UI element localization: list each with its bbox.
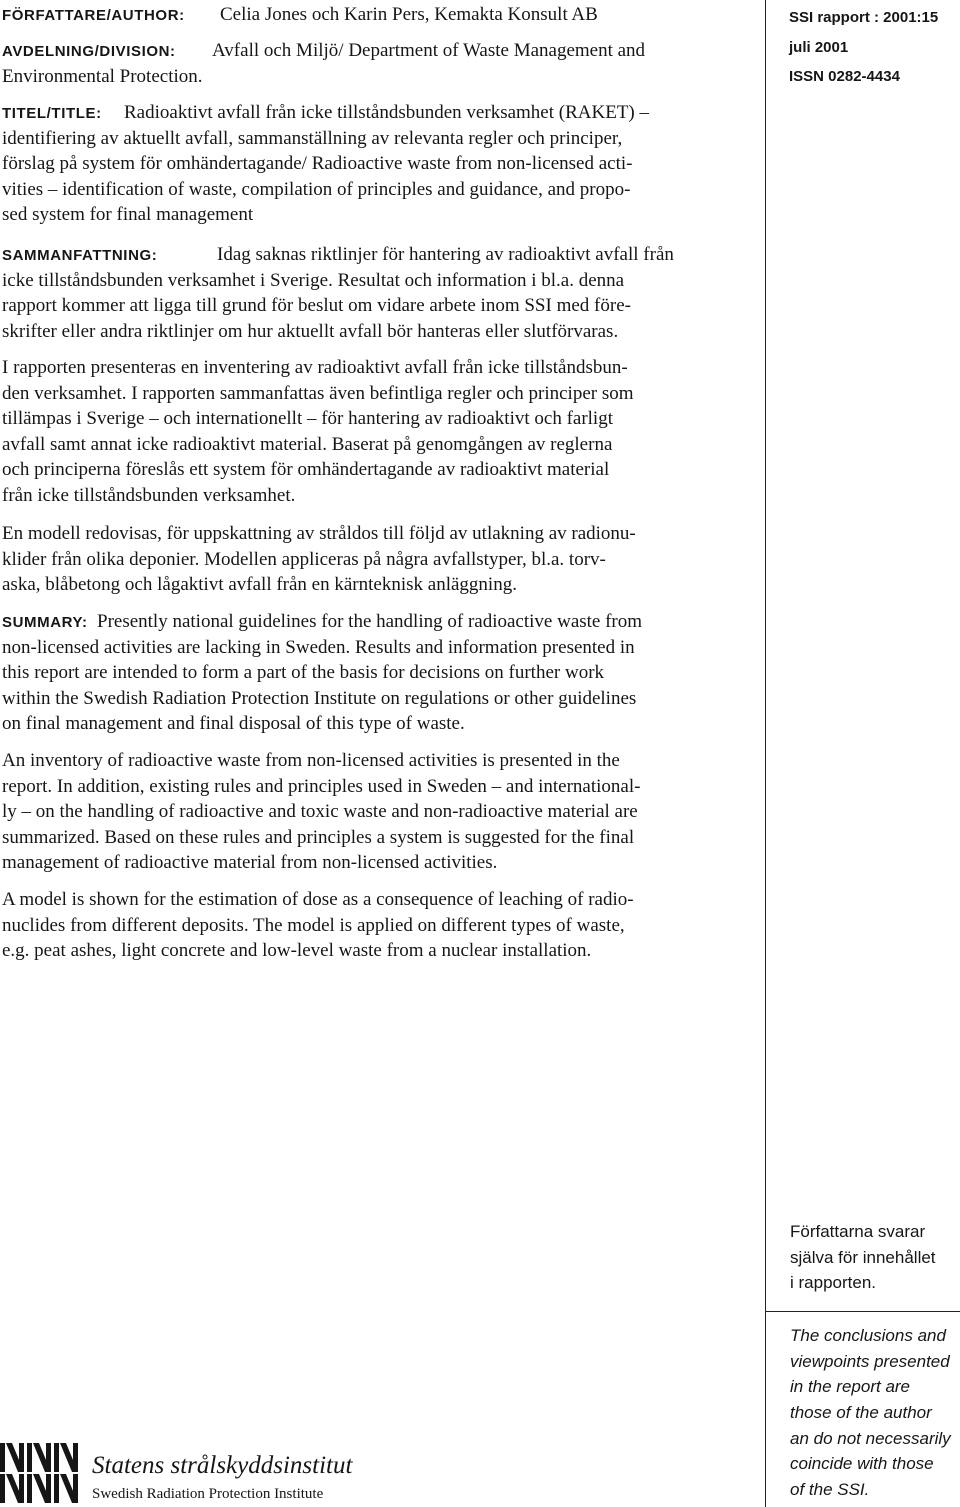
author-label: FÖRFATTARE/AUTHOR: — [2, 7, 185, 24]
text-line: förslag på system för omhändertagande/ Radioactive waste from non-licensed acti- — [2, 153, 633, 175]
text-line: En modell redovisas, för uppskattning av stråldos till följd av utlakning av radionu- — [2, 523, 636, 544]
logo-name-english: Swedish Radiation Protection Institute — [92, 1486, 324, 1502]
text-line: e.g. peat ashes, light concrete and low-level waste from a nuclear installation. — [2, 940, 592, 962]
disclaimer-sv — [790, 1219, 958, 1296]
text-line: sed system for final management — [2, 204, 254, 226]
text-line: this report are intended to form a part of the basis for decisions on further work — [2, 662, 605, 684]
text-line: on final management and final disposal of this type of waste. — [2, 713, 465, 735]
text-line — [2, 100, 742, 126]
disclaimer-line: i rapporten. — [790, 1273, 876, 1293]
summary-en-label: SUMMARY: — [2, 614, 88, 631]
text-line: within the Swedish Radiation Protection Institute on regulations or other guidelines — [2, 687, 637, 709]
text-line: aska, blåbetong och lågaktivt avfall från en kärnteknisk anläggning. — [2, 574, 517, 596]
disclaimer-line: in the report are — [790, 1377, 911, 1397]
division-value: Avfall och Miljö/ Department of Waste Management and — [212, 40, 646, 61]
disclaimer-line: Författarna svarar — [790, 1222, 926, 1241]
disclaimer-line: those of the author — [790, 1403, 932, 1423]
text-line: summarized. Based on these rules and principles a system is suggested for the final — [2, 826, 635, 848]
text-line: identifiering av aktuellt avfall, sammanställning av relevanta regler och principer, — [2, 127, 623, 149]
text-line: I rapporten presenteras en inventering av radioaktivt avfall från icke tillståndsbun- — [2, 357, 628, 378]
text-line: icke tillståndsbunden verksamhet i Sverige. Resultat och information i bl.a. denna — [2, 269, 625, 291]
author-block — [2, 2, 742, 28]
disclaimer-line: själva för innehållet — [790, 1247, 936, 1267]
text-line — [2, 242, 742, 268]
disclaimer-line: an do not necessarily — [790, 1428, 951, 1448]
text-line: skrifter eller andra riktlinjer om hur aktuellt avfall bör hanteras eller slutförvaras. — [2, 320, 619, 342]
line-text: Radioaktivt avfall från icke tillståndsbunden verksamhet (RAKET) – — [124, 102, 649, 123]
column-divider — [765, 0, 766, 1507]
text-line — [2, 609, 742, 635]
text-line: An inventory of radioactive waste from non-licensed activities is presented in the — [2, 750, 620, 771]
disclaimer-line: of the SSI. — [790, 1480, 870, 1500]
text-line: från icke tillståndsbunden verksamhet. — [2, 484, 296, 506]
division-block — [2, 38, 742, 89]
logo-name: Statens strålskyddsinstitut — [92, 1452, 353, 1479]
division-label: AVDELNING/DIVISION: — [2, 43, 176, 60]
paragraph-en — [2, 748, 742, 876]
report-date: juli 2001 — [789, 39, 849, 56]
text-line: nuclides from different deposits. The model is applied on different types of waste, — [2, 914, 625, 936]
disclaimer-en — [790, 1323, 958, 1503]
text-line: vities – identification of waste, compilation of principles and guidance, and propo- — [2, 178, 631, 200]
author-value: Celia Jones och Karin Pers, Kemakta Konsult AB — [220, 4, 598, 25]
disclaimer-line: The conclusions and — [790, 1326, 946, 1345]
text-line: non-licensed activities are lacking in Sweden. Results and information presented in — [2, 636, 635, 658]
text-line: rapport kommer att ligga till grund för beslut om vidare arbete inom SSI med före- — [2, 295, 631, 317]
text-line: A model is shown for the estimation of dose as a consequence of leaching of radio- — [2, 889, 634, 910]
author-line — [2, 2, 742, 28]
text-line: tillämpas i Sverige – och internationellt – för hantering av radioaktivt och farligt — [2, 408, 613, 430]
report-number: SSI rapport : 2001:15 — [789, 9, 939, 26]
division-line — [2, 38, 742, 64]
report-issn: ISSN 0282-4434 — [789, 68, 900, 85]
title-label: TITEL/TITLE: — [2, 105, 102, 122]
text-line: management of radioactive material from non-licensed activities. — [2, 852, 498, 874]
paragraph-en — [2, 887, 742, 964]
disclaimer-line: viewpoints presented — [790, 1351, 950, 1371]
ssi-logo-mark — [0, 1443, 80, 1505]
summary-en-block — [2, 609, 742, 737]
text-line: report. In addition, existing rules and principles used in Sweden – and international- — [2, 775, 641, 797]
text-line: ly – on the handling of radioactive and toxic waste and non-radioactive material are — [2, 801, 638, 823]
disclaimer-divider — [765, 1311, 960, 1312]
paragraph-sv — [2, 355, 742, 509]
line-text: Presently national guidelines for the handling of radioactive waste from — [97, 611, 643, 632]
summary-sv-label: SAMMANFATTNING: — [2, 247, 158, 264]
paragraph-sv — [2, 521, 742, 598]
line-text: Idag saknas riktlinjer för hantering av radioaktivt avfall från — [217, 244, 674, 265]
summary-sv-block — [2, 242, 742, 344]
text-line: klider från olika deponier. Modellen appliceras på några avfallstyper, bl.a. torv- — [2, 548, 606, 570]
division-line: Environmental Protection. — [2, 65, 203, 87]
title-block — [2, 100, 742, 228]
text-line: avfall samt annat icke radioaktivt material. Baserat på genomgången av reglerna — [2, 433, 613, 455]
text-line: och principerna föreslås ett system för omhändertagande av radioaktivt material — [2, 459, 610, 481]
disclaimer-line: coincide with those — [790, 1454, 934, 1474]
text-line: den verksamhet. I rapporten sammanfattas även befintliga regler och principer som — [2, 382, 634, 404]
